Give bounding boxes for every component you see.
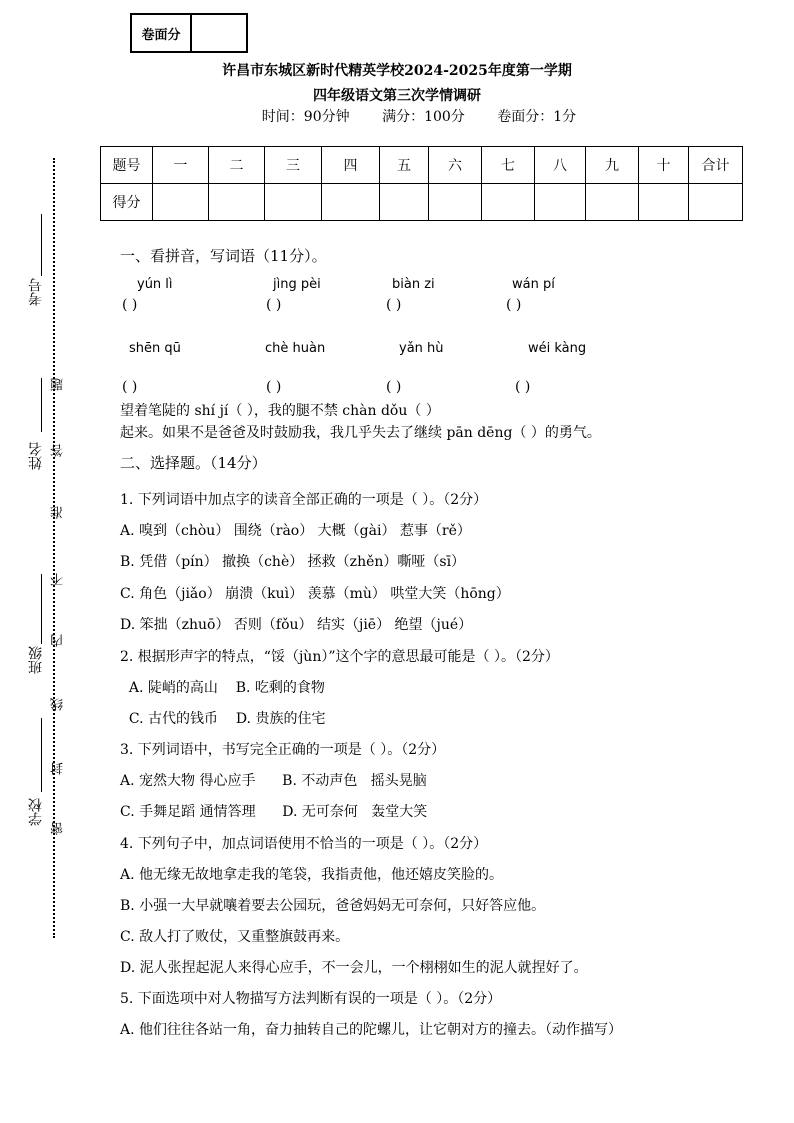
- score-cell: 题号: [101, 147, 153, 184]
- exam-neat-score: 卷面分：1分: [497, 109, 577, 125]
- pinyin-item: shēn qū: [129, 341, 181, 356]
- option-line[interactable]: B. 小强一大早就嚷着要去公园玩，爸爸妈妈无可奈何，只好答应他。: [120, 898, 546, 914]
- option-line[interactable]: A. 他无缘无故地拿走我的笔袋，我指责他，他还嬉皮笑脸的。: [120, 867, 504, 883]
- option-line[interactable]: A. 嗅到（chòu） 围绕（rào） 大概（gài） 惹事（rě）: [120, 523, 471, 539]
- option-line[interactable]: D. 笨拙（zhuō） 否则（fǒu） 结实（jiē） 绝望（jué）: [120, 617, 473, 633]
- answer-blank[interactable]: ( ): [506, 297, 522, 313]
- seal-char: 答: [51, 444, 66, 457]
- option-line[interactable]: A. 他们往往各站一角，奋力抽转自己的陀螺儿，让它朝对方的撞去。（动作描写）: [120, 1022, 623, 1038]
- score-input-cell[interactable]: [322, 184, 380, 221]
- score-cell: 十: [639, 147, 689, 184]
- score-input-cell[interactable]: [535, 184, 586, 221]
- question-line: 2. 根据形声字的特点，“馁（jùn）”这个字的意思最可能是（ ）。（2分）: [120, 649, 559, 665]
- question-line: 4. 下列句子中，加点词语使用不恰当的一项是（ ）。（2分）: [120, 836, 488, 852]
- answer-blank[interactable]: ( ): [266, 379, 282, 395]
- seal-char: 密: [51, 822, 66, 835]
- option-line[interactable]: C. 敌人打了败仗，又重整旗鼓再来。: [120, 929, 350, 945]
- question-line: 3. 下列词语中，书写完全正确的一项是（ ）。（2分）: [120, 742, 446, 758]
- score-input-cell[interactable]: [265, 184, 322, 221]
- pinyin-item: wán pí: [512, 277, 555, 292]
- score-cell: 六: [429, 147, 482, 184]
- banji-label: 班级: [28, 646, 44, 674]
- neat-score-box: [130, 13, 248, 53]
- neat-score-value[interactable]: [192, 15, 246, 51]
- option-line[interactable]: D. 泥人张捏起泥人来得心应手，不一会儿，一个栩栩如生的泥人就捏好了。: [120, 960, 588, 976]
- score-cell: 二: [209, 147, 265, 184]
- option-line[interactable]: A. 宠然大物 得心应手 B. 不动声色 摇头晃脑: [120, 773, 427, 789]
- score-input-cell[interactable]: [639, 184, 689, 221]
- option-line[interactable]: C. 角色（jiǎo） 崩溃（kuì） 羡慕（mù） 哄堂大笑（hōng）: [120, 586, 510, 602]
- question-line: 1. 下列词语中加点字的读音全部正确的一项是（ ）。（2分）: [120, 492, 488, 508]
- passage-line: 望着笔陡的 shí jí（ ），我的腿不禁 chàn dǒu（ ）: [120, 403, 440, 419]
- pinyin-item: yún lì: [137, 277, 173, 292]
- xingming-underline: [41, 378, 42, 432]
- score-table: [100, 146, 743, 221]
- score-input-cell[interactable]: [380, 184, 429, 221]
- score-cell: 一: [153, 147, 209, 184]
- answer-blank[interactable]: ( ): [266, 297, 282, 313]
- score-input-cell[interactable]: [482, 184, 535, 221]
- binding-dotted-line: [53, 158, 55, 938]
- option-line[interactable]: C. 手舞足蹈 通情答理 D. 无可奈何 轰堂大笑: [120, 804, 428, 820]
- xingming-label: 姓名: [28, 442, 44, 470]
- question-line: 5. 下面选项中对人物描写方法判断有误的一项是（ ）。（2分）: [120, 991, 502, 1007]
- answer-blank[interactable]: ( ): [386, 297, 402, 313]
- pinyin-item: jìng pèi: [273, 277, 321, 292]
- section1-heading: 一、看拼音，写词语（11分）。: [120, 247, 327, 265]
- kaohao-underline: [41, 214, 42, 276]
- seal-char: 准: [51, 506, 66, 519]
- option-line[interactable]: C. 古代的钱币 D. 贵族的住宅: [120, 711, 326, 727]
- score-cell: 得分: [101, 184, 153, 221]
- score-table-header-row: [101, 147, 743, 184]
- score-table-score-row: [101, 184, 743, 221]
- section2-heading: 二、选择题。（14分）: [120, 454, 267, 472]
- score-cell: 五: [380, 147, 429, 184]
- neat-score-label: 卷面分: [132, 15, 192, 51]
- exam-title-line2: 四年级语文第三次学情调研: [313, 88, 481, 104]
- score-input-cell[interactable]: [153, 184, 209, 221]
- pinyin-item: wéi kàng: [528, 341, 587, 356]
- xuexiao-label: 学校: [28, 798, 44, 826]
- option-line[interactable]: B. 凭借（pín） 撤换（chè） 拯救（zhěn）嘶哑（sī）: [120, 554, 466, 570]
- seal-char: 线: [51, 698, 66, 711]
- seal-char: 封: [51, 762, 66, 775]
- score-cell: 九: [586, 147, 639, 184]
- exam-meta: [22, 106, 794, 126]
- score-cell: 七: [482, 147, 535, 184]
- banji-underline: [41, 574, 42, 644]
- score-cell: 八: [535, 147, 586, 184]
- score-cell: 三: [265, 147, 322, 184]
- kaohao-label: 考号: [28, 278, 44, 306]
- answer-blank[interactable]: ( ): [122, 297, 138, 313]
- answer-blank[interactable]: ( ): [122, 379, 138, 395]
- passage-line: 起来。如果不是爸爸及时鼓励我，我几乎失去了继续 pān dēng（ ）的勇气。: [120, 425, 601, 441]
- score-cell: 四: [322, 147, 380, 184]
- pinyin-item: chè huàn: [265, 341, 326, 356]
- seal-char: 内: [51, 634, 66, 647]
- score-input-cell[interactable]: [689, 184, 743, 221]
- score-input-cell[interactable]: [429, 184, 482, 221]
- exam-time: 时间：90分钟: [261, 109, 350, 125]
- score-input-cell[interactable]: [209, 184, 265, 221]
- exam-full-score: 满分：100分: [382, 109, 465, 125]
- pinyin-item: biàn zi: [392, 277, 435, 292]
- exam-title-line1: 许昌市东城区新时代精英学校2024-2025年度第一学期: [222, 63, 572, 79]
- option-line[interactable]: A. 陡峭的高山 B. 吃剩的食物: [120, 680, 325, 696]
- score-cell: 合计: [689, 147, 743, 184]
- seal-char: 题: [51, 378, 66, 391]
- xuexiao-underline: [41, 718, 42, 792]
- pinyin-item: yǎn hù: [399, 341, 444, 356]
- score-input-cell[interactable]: [586, 184, 639, 221]
- answer-blank[interactable]: ( ): [386, 379, 402, 395]
- seal-char: 不: [51, 573, 66, 586]
- answer-blank[interactable]: ( ): [515, 379, 531, 395]
